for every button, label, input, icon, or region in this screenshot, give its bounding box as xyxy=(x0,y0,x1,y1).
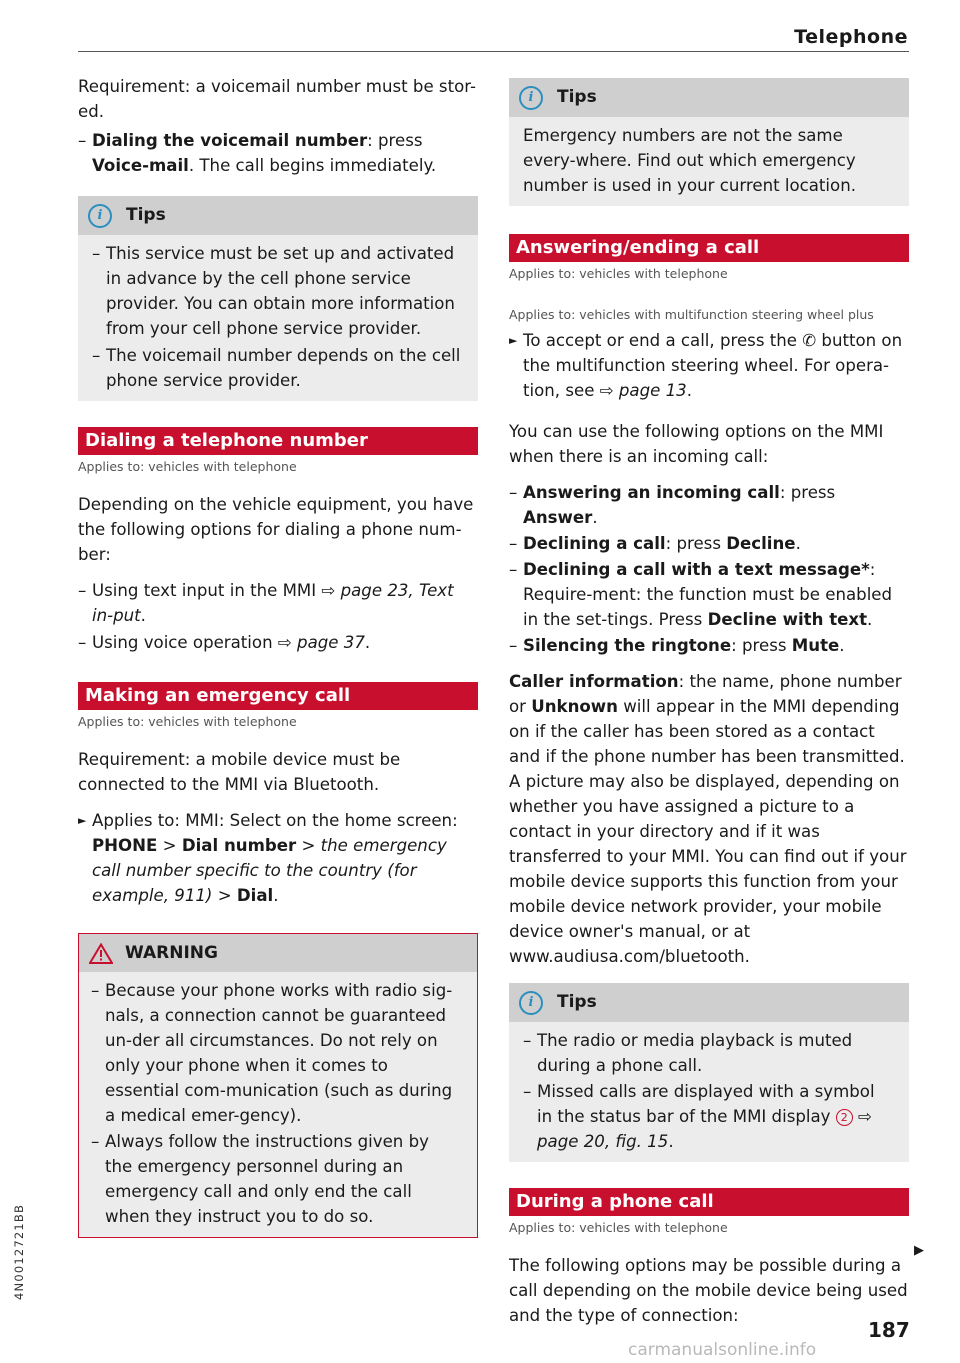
dialing-option: – Using voice operation ⇨ page 37. xyxy=(78,630,478,655)
tips-header: i Tips xyxy=(509,983,909,1022)
applies-to: Applies to: vehicles with telephone xyxy=(78,459,297,474)
tips-header: i Tips xyxy=(509,78,909,117)
tips-box-emergency xyxy=(509,78,909,206)
tips-item: – The voicemail number depends on the cell phone service provider. xyxy=(92,343,462,393)
section-heading-during-call: During a phone call xyxy=(509,1188,909,1216)
tips-item: – This service must be set up and activated in advance by the cell phone service provider. You can obtain more information from your cell phone service provider. xyxy=(92,241,462,341)
info-icon: i xyxy=(519,991,543,1015)
warning-box xyxy=(78,933,478,1238)
document-code: 4N0012721BB xyxy=(12,1203,26,1300)
page-link[interactable]: ⇨ page 37 xyxy=(277,633,365,652)
warning-item: – Because your phone works with radio sig-nals, a connection cannot be guaranteed un-der all circumstances. Do not rely on only your phone when it comes to essential com-munication (such as during a medical emer-gency). xyxy=(91,978,461,1128)
left-column xyxy=(78,74,478,1238)
mmi-option: – Declining a call with a text message*: Require-ment: the function must be enabled in the set-tings. Press Decline with text. xyxy=(509,557,909,632)
tips-text: Emergency numbers are not the same every-where. Find out which emergency number is used in your current location. xyxy=(523,126,856,195)
continue-arrow-icon: ▶ xyxy=(914,1243,924,1258)
callout-number: 2 xyxy=(836,1109,853,1126)
section-heading-emergency: Making an emergency call xyxy=(78,682,478,710)
mmi-option: – Silencing the ringtone: press Mute. xyxy=(509,633,909,658)
emergency-requirement: Requirement: a mobile device must be connected to the MMI via Bluetooth. xyxy=(78,750,401,794)
info-icon: i xyxy=(519,86,543,110)
voicemail-step: – Dialing the voicemail number: press Voice-mail. The call begins immediately. xyxy=(78,128,478,178)
header-rule xyxy=(78,51,909,52)
tips-item: – Missed calls are displayed with a symbol in the status bar of the MMI display 2 ⇨ page 20, fig. 15. xyxy=(523,1079,893,1154)
info-icon: i xyxy=(88,204,112,228)
right-column xyxy=(509,78,909,1328)
caller-information: Caller information: the name, phone number or Unknown will appear in the MMI depending on if the caller has been stored as a contact and if the phone number has been transmitted. A picture may also be displayed, depending on whether you have assigned a picture to a contact in your directory and if it was transferred to your MMI. You can find out if your mobile device supports this function from your mobile device network provider, your mobile device owner's manual, or at www.audiusa.com/bluetooth. xyxy=(509,672,907,966)
applies-to: Applies to: vehicles with multifunction steering wheel plus xyxy=(509,307,874,322)
mmi-intro: You can use the following options on the MMI when there is an incoming call: xyxy=(509,422,884,466)
warning-item: – Always follow the instructions given by the emergency personnel during an emergency call and only end the call when they instruct you to do so. xyxy=(91,1129,461,1229)
applies-to: Applies to: vehicles with telephone xyxy=(78,714,297,729)
page-link[interactable]: ⇨ page 13 xyxy=(599,381,687,400)
page-number: 187 xyxy=(868,1318,910,1342)
tips-box-calls xyxy=(509,983,909,1162)
mmi-option: – Answering an incoming call: press Answer. xyxy=(509,480,909,530)
page-link[interactable]: ⇨ page 20, fig. 15 xyxy=(537,1107,872,1151)
watermark: carmanualsonline.info xyxy=(628,1340,817,1360)
page-link[interactable]: ⇨ page 23, Text in-put xyxy=(92,581,454,625)
tips-item: – The radio or media playback is muted during a phone call. xyxy=(523,1028,893,1078)
tips-header: i Tips xyxy=(78,196,478,235)
phone-icon: ✆ xyxy=(802,331,817,350)
warning-header: WARNING xyxy=(79,934,477,972)
warning-triangle-icon xyxy=(89,943,113,964)
voicemail-requirement: Requirement: a voicemail number must be stor-ed. xyxy=(78,77,476,121)
section-heading-dialing: Dialing a telephone number xyxy=(78,427,478,455)
applies-to: Applies to: vehicles with telephone xyxy=(509,266,728,281)
dialing-intro: Depending on the vehicle equipment, you have the following options for dialing a phone num-ber: xyxy=(78,495,474,564)
applies-to: Applies to: vehicles with telephone xyxy=(509,1220,728,1235)
answer-step: ► To accept or end a call, press the ✆ button on the multifunction steering wheel. For opera-tion, see ⇨ page 13. xyxy=(509,328,909,403)
section-heading-answering: Answering/ending a call xyxy=(509,234,909,262)
tips-box-voicemail xyxy=(78,196,478,401)
mmi-option: – Declining a call: press Decline. xyxy=(509,531,909,556)
during-call-text: The following options may be possible during a call depending on the mobile device being used and the type of connection: xyxy=(509,1256,908,1325)
emergency-step: ► Applies to: MMI: Select on the home screen: PHONE > Dial number > the emergency call number specific to the country (for example, 911) > Dial. xyxy=(78,808,478,908)
dialing-option: – Using text input in the MMI ⇨ page 23, Text in-put. xyxy=(78,578,478,628)
page-header-title: Telephone xyxy=(794,26,908,48)
